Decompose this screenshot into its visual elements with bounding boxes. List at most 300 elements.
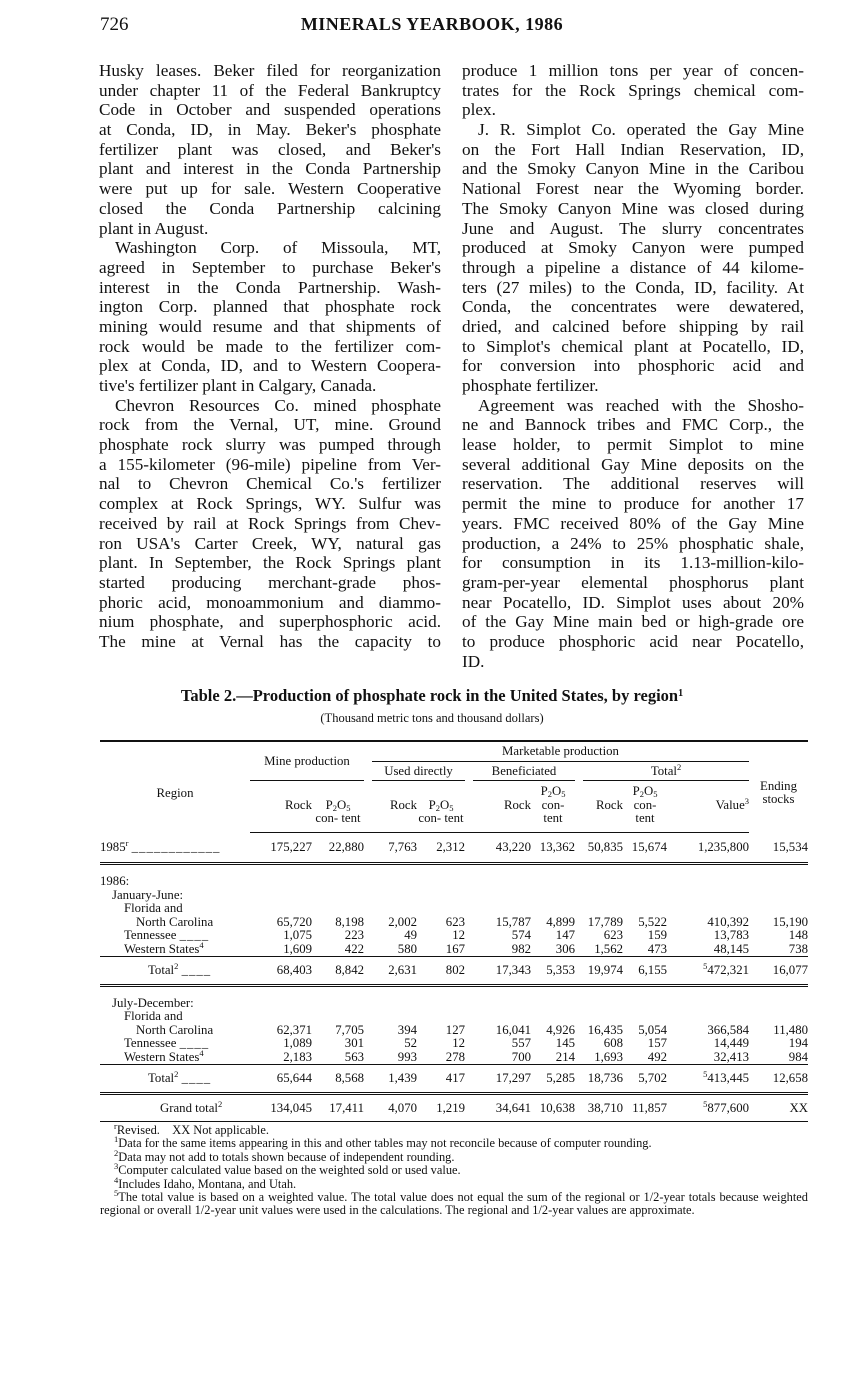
cell-value: 16,077: [749, 957, 808, 986]
header-value: [667, 781, 749, 833]
cell: [372, 997, 417, 1011]
text-line: phosphate fertilizer.: [462, 376, 599, 395]
row-label-text: Tennessee: [124, 928, 177, 942]
o: O: [643, 784, 654, 798]
paragraph: [462, 120, 804, 396]
text-line: several additional Gay Mine deposits on the: [462, 454, 804, 474]
leader-dots: ____: [181, 963, 212, 977]
cell-value: 148: [788, 928, 808, 942]
header-p2o5-content: [623, 781, 667, 833]
cell: [417, 902, 465, 916]
text-line: produced at Smoky Canyon were pumped: [462, 238, 804, 258]
table-title: [0, 686, 864, 706]
cell: [372, 875, 417, 889]
p: P: [428, 797, 436, 812]
header-used-directly: Used directly: [372, 761, 465, 781]
row-label: [100, 929, 250, 943]
paragraph: [99, 61, 441, 238]
row-label: [100, 939, 250, 957]
text-line: closed the Conda Partnership calcining: [99, 198, 441, 218]
header-mine-production: Mine production: [250, 741, 364, 781]
cell: [473, 875, 531, 889]
table-row: [100, 875, 808, 889]
text-line: a 155-kilometer (96-mile) pipeline from Ver-: [99, 454, 441, 474]
cell: [465, 916, 473, 930]
left-text-column: [99, 61, 441, 652]
cell: [465, 902, 473, 916]
cell: [575, 1024, 583, 1038]
cell-value: 1,693: [583, 1051, 623, 1065]
cell-value: 1,075: [283, 928, 312, 942]
header-rock: Rock: [473, 781, 531, 833]
row-label-text: 1986:: [100, 874, 130, 888]
footnote-mark: r: [114, 1121, 117, 1131]
text-line: of the Gay Mine main bed or high-grade ore: [462, 612, 804, 632]
cell: [473, 889, 531, 903]
table-row: [100, 1093, 808, 1122]
gap-cell: [100, 864, 808, 876]
table-row: [100, 957, 808, 986]
content-label: con- tent: [541, 797, 565, 825]
leader-dots: ____: [179, 1036, 210, 1050]
cell: [575, 875, 583, 889]
cell: [575, 916, 583, 930]
cell-value: 13,783: [713, 928, 749, 942]
leader-dots: ____: [181, 1071, 212, 1085]
cell: [667, 1010, 749, 1024]
cell-value: 1,609: [250, 943, 312, 957]
cell: [417, 875, 465, 889]
text-line: lease holder, to permit Simplot to mine: [462, 435, 804, 455]
cell-value: 34,641: [473, 1093, 531, 1122]
cell: [575, 1010, 583, 1024]
p: P: [632, 784, 640, 798]
cell-value: 623: [445, 914, 465, 929]
cell: [364, 997, 372, 1011]
paragraph: [462, 61, 804, 120]
row-label-text: 1985: [100, 839, 126, 854]
cell-value: 802: [417, 957, 465, 986]
cell: [364, 1065, 372, 1094]
row-label-text: Western States: [124, 1049, 200, 1064]
header-marketable-production: Marketable production: [372, 741, 749, 761]
cell-value: 62,371: [276, 1022, 312, 1037]
cell-value: 214: [531, 1051, 575, 1065]
text-line: were put up for sale. Western Cooperative: [99, 179, 441, 199]
cell: [583, 997, 623, 1011]
cell-value: 11,480: [773, 1022, 808, 1037]
cell-value: 366,584: [707, 1022, 749, 1037]
text-line: nal to Chevron Chemical Co.'s fertilizer: [99, 474, 441, 494]
cell-value: 993: [372, 1051, 417, 1065]
cell-value: 175,227: [250, 832, 312, 864]
cell-value: 1,439: [372, 1065, 417, 1094]
cell-value: 1,235,800: [667, 832, 749, 864]
cell: [575, 1037, 583, 1051]
cell: [372, 889, 417, 903]
row-label: [100, 1010, 250, 1024]
cell-value: 2,631: [372, 957, 417, 986]
spacer: [364, 781, 372, 833]
cell-value: 48,145: [667, 943, 749, 957]
text-line: The mine at Vernal has the capacity to: [99, 631, 441, 651]
cell-value: 5,285: [531, 1065, 575, 1094]
cell-value: 127: [445, 1022, 465, 1037]
footnote-mark: 5: [703, 961, 708, 971]
cell: [364, 889, 372, 903]
text-line: ne and Bannock tribes and FMC Corp., the: [462, 415, 804, 435]
text-line: mining would resume and that shipments of: [99, 316, 441, 336]
cell-value: 18,736: [583, 1065, 623, 1094]
cell: [583, 902, 623, 916]
text-line: Washington Corp. of Missoula, MT,: [115, 238, 441, 258]
header-rock: Rock: [583, 781, 623, 833]
row-label-text: North Carolina: [136, 914, 214, 929]
text-line: rock from the Vernal, UT, mine. Ground: [99, 415, 441, 435]
cell-value: 580: [372, 943, 417, 957]
gap-cell: [100, 985, 808, 997]
cell: [364, 943, 372, 957]
cell: [575, 957, 583, 986]
text-line: Agreement was reached with the Shosho-: [478, 395, 804, 415]
cell: [531, 902, 575, 916]
value-text: 877,600: [707, 1100, 749, 1115]
row-label-text: Total: [148, 963, 175, 977]
table-row: [100, 1024, 808, 1038]
cell-value: 5,522: [638, 914, 667, 929]
cell: [465, 1037, 473, 1051]
cell-value: 19,974: [583, 957, 623, 986]
cell: [667, 997, 749, 1011]
cell-value: 52: [404, 1036, 417, 1050]
cell-value: [667, 957, 749, 986]
footnote-mark: 1: [114, 1134, 119, 1145]
cell: [749, 889, 808, 903]
cell: [575, 929, 583, 943]
row-label-text: July-December:: [112, 995, 194, 1010]
cell-value: 278: [417, 1051, 465, 1065]
footnote-mark: 2: [174, 1069, 179, 1079]
value-text: 472,321: [707, 963, 749, 977]
footnote-mark: 2: [114, 1147, 119, 1158]
footnote: [100, 1134, 808, 1151]
cell-value: 68,403: [250, 957, 312, 986]
footnote-mark: 5: [703, 1098, 708, 1109]
cell: [417, 1010, 465, 1024]
footnote-mark: r: [125, 837, 129, 848]
cell: [575, 1051, 583, 1065]
text-line: through a pipeline a distance of 44 kilome-: [462, 257, 804, 277]
table-row: [100, 1051, 808, 1065]
text-line: ID.: [462, 651, 485, 671]
cell-value: 17,343: [473, 957, 531, 986]
cell: [312, 875, 364, 889]
sub5: 5: [449, 802, 454, 813]
table-row: [100, 889, 808, 903]
text-line: produce 1 million tons per year of concen-: [462, 61, 804, 80]
header-p2o5-content: [417, 781, 465, 833]
cell: [749, 902, 808, 916]
cell-value: 306: [531, 943, 575, 957]
cell: [250, 875, 312, 889]
header-rock: Rock: [372, 781, 417, 833]
table-row: [100, 1037, 808, 1051]
footnote-text: The total value is based on a weighted value. The total value does not equal the sum of the regional or 1/2-year totals because weighted regional or overall 1/2-year unit values were used in the calculations. The regional and 1/2-year values are approximate.: [100, 1190, 812, 1218]
cell: [623, 875, 667, 889]
cell-value: 1,562: [583, 943, 623, 957]
cell-value: 8,568: [312, 1065, 364, 1094]
cell-value: 49: [404, 928, 417, 942]
row-label: [100, 889, 250, 903]
cell: [364, 957, 372, 986]
cell: [312, 902, 364, 916]
cell-value: 194: [788, 1036, 808, 1050]
footnote-text: Computer calculated value based on the weighted sold or used value.: [118, 1163, 461, 1178]
cell: [312, 997, 364, 1011]
cell-value: 7,763: [372, 832, 417, 864]
leader-dots: ____________: [131, 839, 221, 854]
cell: [417, 889, 465, 903]
row-label-text: Florida and: [124, 1009, 183, 1023]
sub5: 5: [653, 789, 658, 799]
footnote-mark: 3: [114, 1161, 119, 1172]
cell-value: 17,297: [473, 1065, 531, 1094]
table-row: [100, 916, 808, 930]
paragraph: [99, 396, 441, 652]
cell: [465, 943, 473, 957]
cell-value: 492: [623, 1051, 667, 1065]
row-label-text: North Carolina: [136, 1022, 214, 1037]
text-line: interest in the Conda Partnership. Wash-: [99, 277, 441, 297]
text-line: to Simplot's chemical plant at Pocatello, ID,: [462, 336, 804, 356]
row-label: [100, 1024, 250, 1038]
cell-value: 10,638: [531, 1093, 575, 1122]
cell: [531, 875, 575, 889]
text-line: plant in August.: [99, 218, 209, 238]
cell: [364, 832, 372, 864]
cell: [364, 1093, 372, 1122]
cell-value: 38,710: [583, 1093, 623, 1122]
o: O: [336, 797, 347, 812]
cell: [364, 875, 372, 889]
header-p2o5-content: [531, 781, 575, 833]
cell-value: 43,220: [473, 832, 531, 864]
p: P: [540, 784, 548, 798]
cell-value: 11,857: [623, 1093, 667, 1122]
text-line: started producing merchant-grade phos-: [99, 572, 441, 592]
table-row: [100, 997, 808, 1011]
row-label-text: Western States: [124, 941, 200, 956]
cell: [417, 997, 465, 1011]
cell-value: 12,658: [749, 1065, 808, 1094]
cell: [465, 875, 473, 889]
cell-value: 17,789: [587, 914, 623, 929]
text-line: nium phosphate, and superphosphoric acid.: [99, 612, 441, 632]
cell-value: 982: [473, 943, 531, 957]
cell: [575, 832, 583, 864]
row-label-text: Florida and: [124, 901, 183, 915]
text-line: June and August. The slurry concentrates: [462, 218, 804, 238]
cell: [575, 943, 583, 957]
leader-dots: ____: [179, 928, 210, 942]
header-ending-stocks: Ending stocks: [760, 778, 797, 806]
footnote: [100, 1188, 812, 1218]
sub2: 2: [332, 802, 337, 813]
text-line: under chapter 11 of the Federal Bankruptcy: [99, 80, 441, 100]
table-row: [100, 929, 808, 943]
text-line: ters (27 miles) to the Conda, ID, facility. At: [462, 277, 804, 297]
cell-value: 557: [511, 1036, 531, 1050]
o: O: [551, 784, 562, 798]
cell-value: 700: [473, 1051, 531, 1065]
cell: [465, 1024, 473, 1038]
table-row: [100, 1010, 808, 1024]
paragraph: [99, 238, 441, 396]
cell-value: 410,392: [707, 914, 749, 929]
cell-value: 738: [749, 943, 808, 957]
cell: [583, 1010, 623, 1024]
header-p2o5-content: [312, 781, 364, 833]
cell-value: 7,705: [335, 1022, 364, 1037]
text-line: National Forest near the Wyoming border.: [462, 179, 804, 199]
row-label-text: Tennessee: [124, 1036, 177, 1050]
cell: [575, 889, 583, 903]
text-line: Chevron Resources Co. mined phosphate: [115, 395, 441, 415]
cell: [465, 1051, 473, 1065]
cell: [749, 1010, 808, 1024]
row-label-text: January-June:: [112, 887, 184, 902]
cell-value: 608: [603, 1036, 623, 1050]
header-beneficiated: Beneficiated: [473, 761, 575, 781]
cell-value: 223: [344, 928, 364, 942]
text-line: years. FMC received 80% of the Gay Mine: [462, 513, 804, 533]
paragraph: [462, 396, 804, 672]
header-region: Region: [156, 786, 194, 801]
cell: [250, 997, 312, 1011]
cell-value: 4,899: [546, 914, 575, 929]
cell-value: 65,644: [250, 1065, 312, 1094]
cell: [473, 902, 531, 916]
cell-value: 145: [555, 1036, 575, 1050]
row-label: [100, 1093, 250, 1122]
cell: [364, 902, 372, 916]
text-line: The Smoky Canyon Mine was closed during: [462, 198, 804, 218]
cell: [667, 902, 749, 916]
sub5: 5: [561, 789, 566, 799]
cell: [623, 1010, 667, 1024]
footnote-mark: 2: [217, 1098, 223, 1109]
text-line: for consumption in its 1.13-million-kilo-: [462, 553, 804, 573]
row-label: [100, 1065, 250, 1094]
table-row: [100, 943, 808, 957]
table-row: [100, 832, 808, 864]
cell-value: 394: [397, 1022, 417, 1037]
text-line: at Conda, ID, in May. Beker's phosphate: [99, 120, 441, 140]
cell-value: [667, 1065, 749, 1094]
sub5: 5: [346, 802, 351, 813]
text-line: plant and interest in the Conda Partnership: [99, 159, 441, 179]
cell: [465, 1093, 473, 1122]
cell-value: 2,312: [417, 832, 465, 864]
table-row: [100, 902, 808, 916]
cell-value: XX: [749, 1093, 808, 1122]
footnote-text: Includes Idaho, Montana, and Utah.: [118, 1176, 297, 1191]
text-line: plant. In September, the Rock Springs plant: [99, 553, 441, 573]
header-rock: Rock: [250, 781, 312, 833]
text-line: gram-per-year elemental phosphorus plant: [462, 572, 804, 592]
header-total-mark: 2: [676, 761, 682, 772]
footnote-text: Data for the same items appearing in this and other tables may not reconcile because of computer rounding.: [118, 1136, 652, 1151]
spacer: [575, 781, 583, 833]
value-mark: 3: [744, 795, 749, 806]
footnote-text: Data may not add to totals shown because of independent rounding.: [118, 1149, 455, 1164]
sub2: 2: [435, 802, 440, 813]
content-label: con- tent: [418, 811, 464, 825]
cell: [575, 1065, 583, 1094]
cell-value: 50,835: [583, 832, 623, 864]
text-line: tive's fertilizer plant in Calgary, Canada.: [99, 376, 377, 395]
row-label: [100, 832, 250, 864]
cell-value: 623: [603, 928, 623, 942]
cell: [531, 889, 575, 903]
phosphate-production-table: [100, 740, 808, 1122]
cell-value: 12: [452, 928, 465, 942]
cell: [312, 889, 364, 903]
cell: [667, 889, 749, 903]
cell-value: 5,353: [531, 957, 575, 986]
cell-value: 17,411: [312, 1093, 364, 1122]
row-label: [100, 1047, 250, 1065]
cell: [575, 1093, 583, 1122]
cell-value: 4,926: [546, 1022, 575, 1037]
sub2: 2: [639, 789, 644, 799]
text-line: received by rail at Rock Springs from Chev-: [99, 513, 441, 533]
cell-value: 8,842: [312, 957, 364, 986]
cell: [473, 997, 531, 1011]
cell: [583, 875, 623, 889]
cell-value: 301: [344, 1036, 364, 1050]
cell: [667, 875, 749, 889]
cell-value: 15,674: [623, 832, 667, 864]
text-line: permit the mine to produce for another 17: [462, 494, 804, 514]
text-line: J. R. Simplot Co. operated the Gay Mine: [478, 120, 804, 140]
row-label: [100, 997, 250, 1011]
text-line: near Pocatello, ID. Simplot uses about 20%: [462, 592, 804, 612]
cell: [364, 1037, 372, 1051]
text-line: trates for the Rock Springs chemical com-: [462, 80, 804, 100]
cell-value: 984: [749, 1051, 808, 1065]
text-line: dried, and calcined before shipping by rail: [462, 316, 804, 336]
table-row: [100, 985, 808, 997]
footnote-mark: 4: [199, 1047, 204, 1058]
text-line: phosphate rock slurry was pumped through: [99, 435, 441, 455]
footnote-mark: 5: [114, 1188, 119, 1199]
footnote-mark: 5: [703, 1069, 708, 1079]
cell: [250, 902, 312, 916]
cell: [465, 1065, 473, 1094]
row-label-text: Total: [148, 1071, 175, 1085]
cell-value: 22,880: [312, 832, 364, 864]
row-label: [100, 957, 250, 986]
cell: [465, 997, 473, 1011]
text-line: fertilizer plant was closed, and Beker's: [99, 139, 441, 159]
content-label: con- tent: [633, 797, 657, 825]
value-text: 413,445: [707, 1071, 749, 1085]
text-line: on the Fort Hall Indian Reservation, ID,: [462, 139, 804, 159]
cell: [531, 997, 575, 1011]
cell-value: 134,045: [250, 1093, 312, 1122]
footnote-mark: 4: [199, 939, 204, 950]
